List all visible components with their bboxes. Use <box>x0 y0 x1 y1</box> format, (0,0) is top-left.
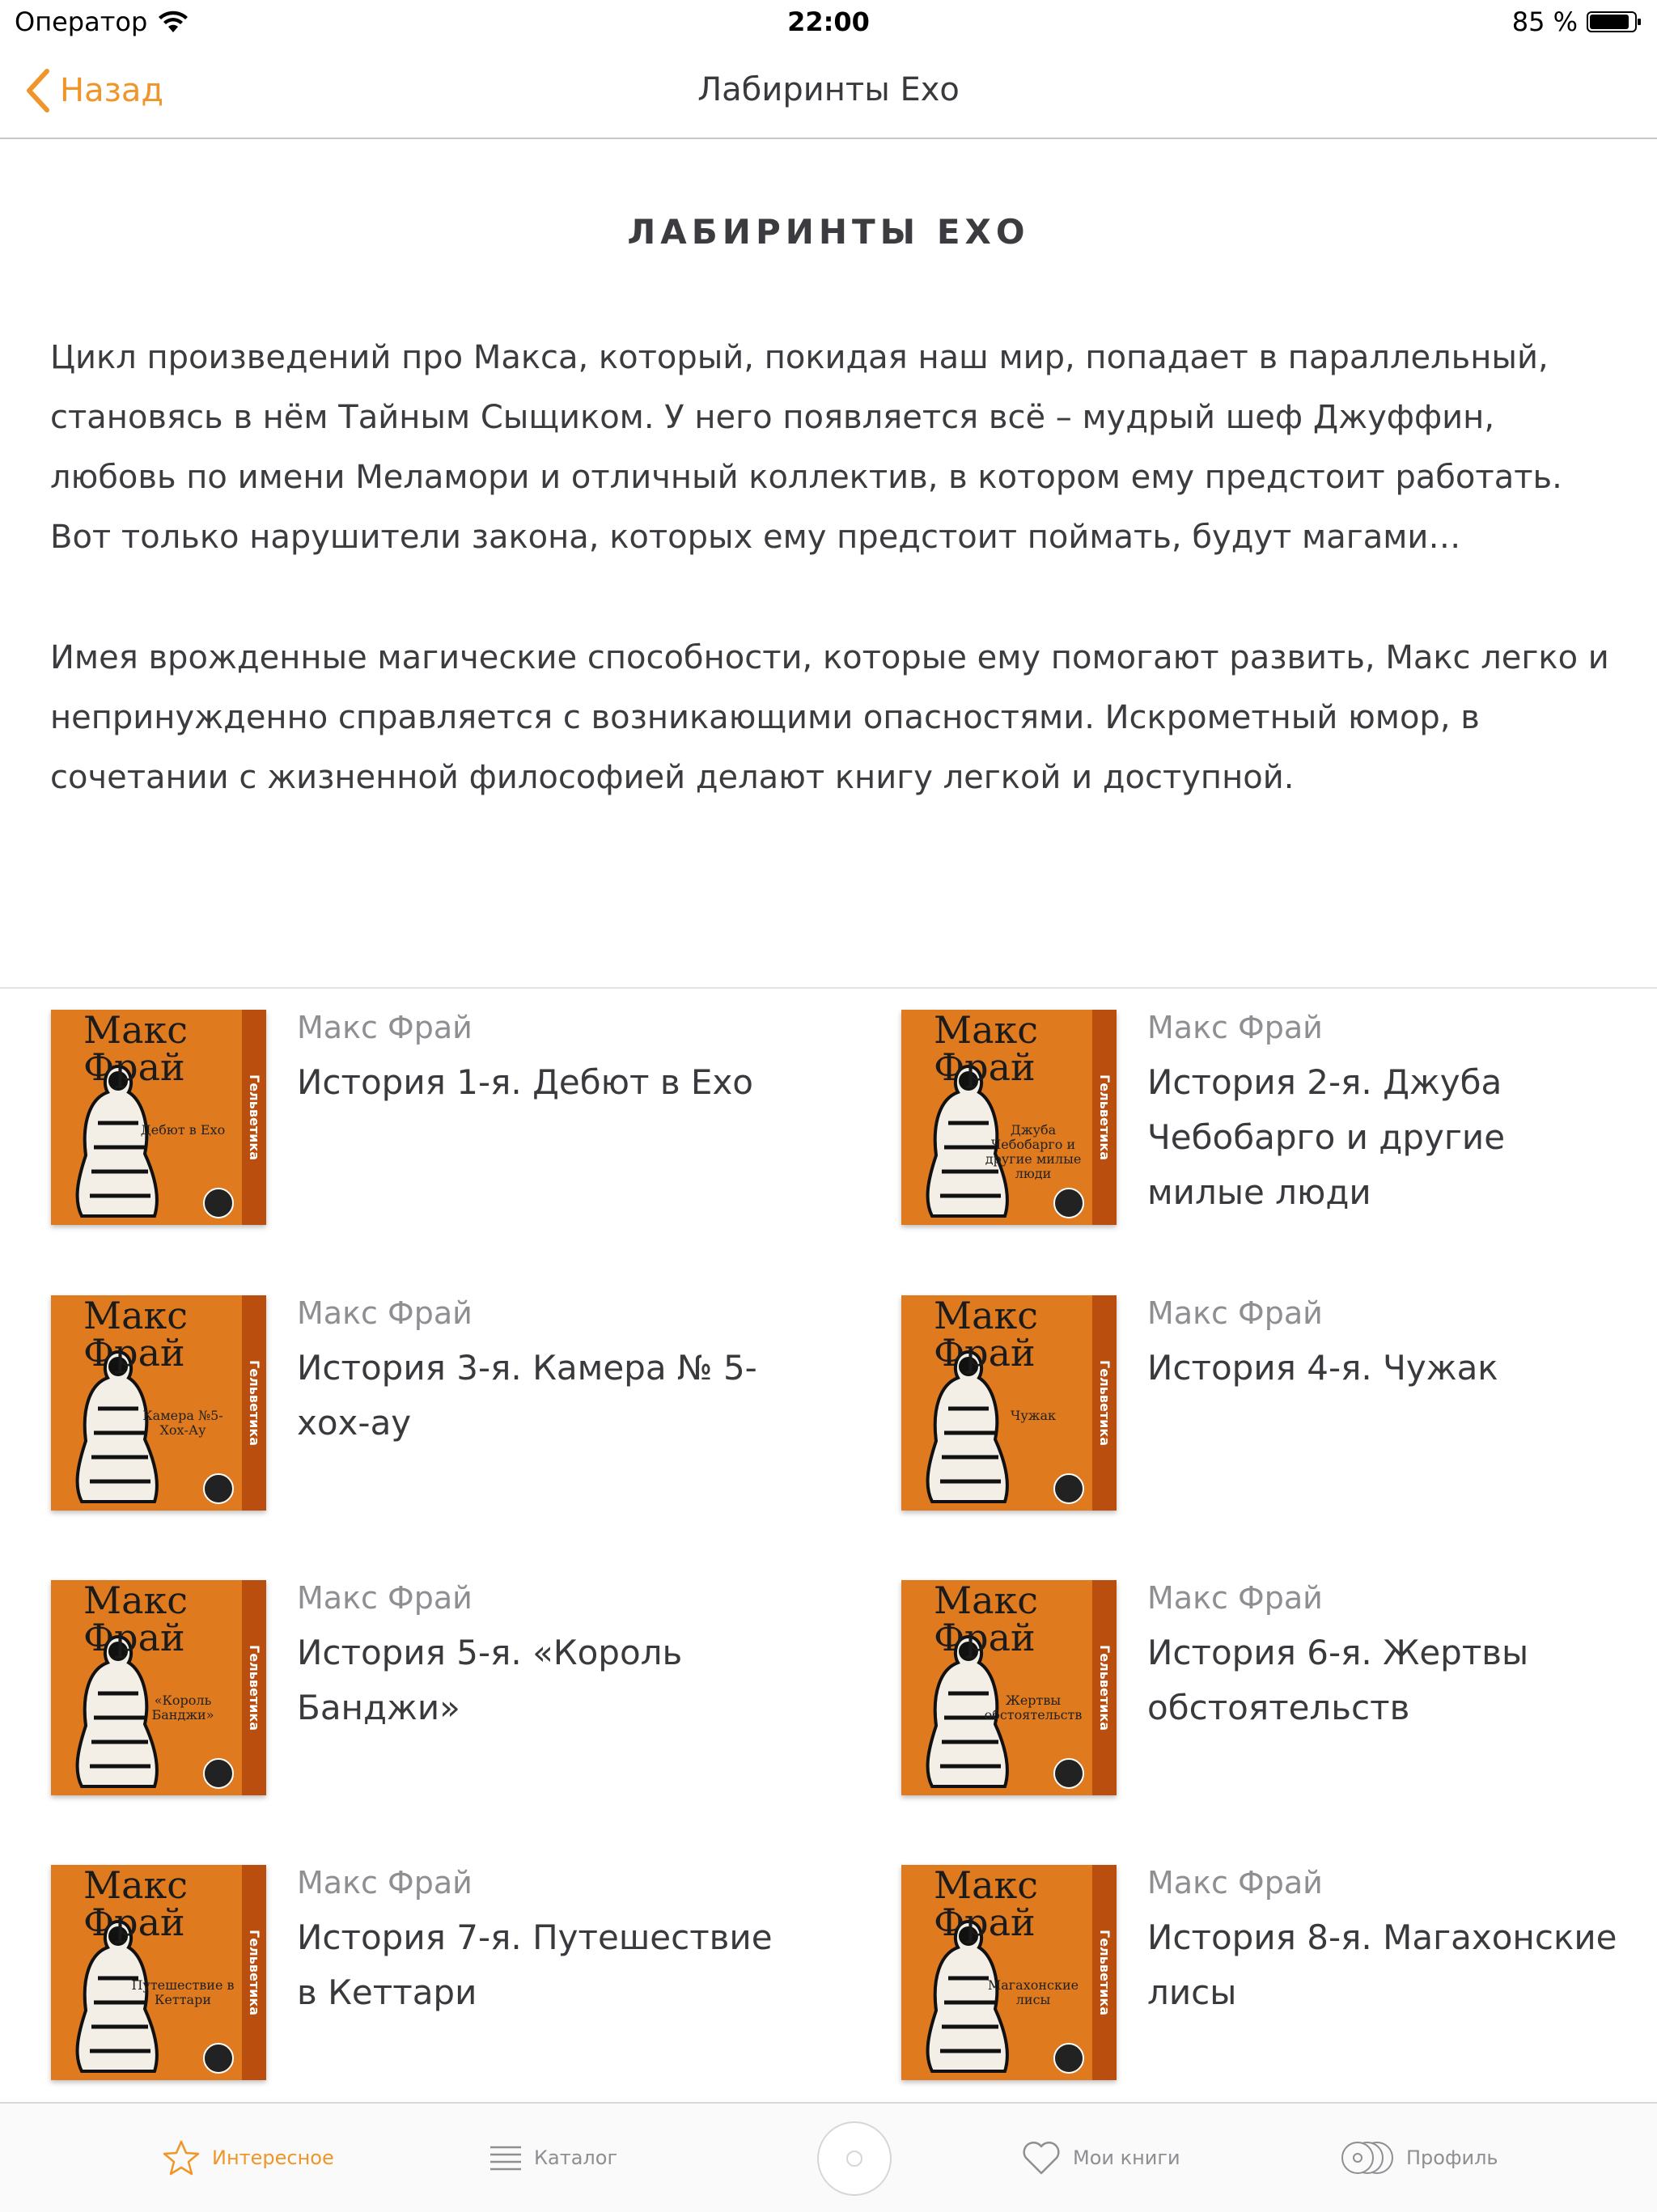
book-title[interactable]: История 8-я. Магахонские лисы <box>1147 1917 1617 2012</box>
heart-icon <box>1021 2140 1062 2176</box>
navigation-bar <box>0 45 1657 139</box>
profile-discs-icon <box>1338 2139 1395 2176</box>
cover-title: Магахонские лисы <box>987 1977 1079 2007</box>
book-author: Макс Фрай <box>1147 1295 1323 1331</box>
publisher-logo <box>1053 1758 1084 1789</box>
book-title[interactable]: История 1-я. Дебют в Ехо <box>297 1062 754 1102</box>
back-label: Назад <box>60 72 164 109</box>
cover-brand: Гельветика <box>242 1295 266 1511</box>
book-title[interactable]: История 2-я. Джуба Чебобарго и другие милые люди <box>1147 1062 1506 1212</box>
cover-title: Джуба Чебобарго и другие милые люди <box>985 1122 1082 1181</box>
publisher-logo <box>1053 1473 1084 1504</box>
tab-interesting[interactable] <box>162 2104 334 2212</box>
nav-title: Лабиринты Ехо <box>697 71 960 108</box>
book-author: Макс Фрай <box>297 1580 473 1616</box>
cover-brand: Гельветика <box>1092 1580 1117 1795</box>
tab-label: Каталог <box>534 2146 618 2169</box>
book-cover[interactable] <box>901 1010 1117 1225</box>
tab-bar <box>0 2102 1657 2212</box>
divider <box>0 987 1657 989</box>
publisher-logo <box>203 2043 234 2074</box>
cover-author: Макс Фрай <box>934 1010 1039 1089</box>
publisher-logo <box>1053 1188 1084 1218</box>
status-right <box>1512 6 1642 37</box>
book-cover[interactable] <box>901 1580 1117 1795</box>
book-author: Макс Фрай <box>1147 1865 1323 1901</box>
book-card[interactable] <box>51 1295 795 1530</box>
book-card[interactable] <box>901 1295 1646 1530</box>
tab-label: Интересное <box>212 2146 334 2169</box>
book-card[interactable] <box>51 1010 795 1244</box>
tab-profile[interactable] <box>1338 2104 1498 2212</box>
book-cover[interactable] <box>51 1865 266 2080</box>
publisher-logo <box>203 1758 234 1789</box>
series-title: ЛАБИРИНТЫ ЕХО <box>627 212 1030 252</box>
player-disc-button[interactable] <box>817 2121 892 2196</box>
book-card[interactable] <box>901 1580 1646 1815</box>
cover-title: Чужак <box>1010 1408 1057 1423</box>
status-time: 22:00 <box>787 6 870 37</box>
cover-brand: Гельветика <box>242 1865 266 2080</box>
cover-author: Макс Фрай <box>934 1295 1039 1375</box>
cover-author: Макс Фрай <box>83 1865 189 1944</box>
book-cover[interactable] <box>51 1295 266 1511</box>
cover-brand: Гельветика <box>242 1580 266 1795</box>
tab-my-books[interactable] <box>1021 2104 1180 2212</box>
tab-label: Профиль <box>1406 2146 1498 2169</box>
battery-icon <box>1586 9 1642 35</box>
cover-brand: Гельветика <box>1092 1010 1117 1225</box>
cover-brand: Гельветика <box>242 1010 266 1225</box>
tab-label: Мои книги <box>1073 2146 1180 2169</box>
cover-title: Дебют в Ехо <box>140 1122 226 1138</box>
battery-label: 85 % <box>1511 6 1578 37</box>
book-author: Макс Фрай <box>297 1295 473 1331</box>
star-icon <box>162 2139 201 2176</box>
publisher-logo <box>203 1188 234 1218</box>
book-title[interactable]: История 7-я. Путешествие в Кеттари <box>297 1917 773 2012</box>
book-card[interactable] <box>51 1580 795 1815</box>
book-title[interactable]: История 5-я. «Король Банджи» <box>297 1633 683 1727</box>
book-cover[interactable] <box>901 1865 1117 2080</box>
series-description-2: Имея врожденные магические способности, которые ему помогают развить, Макс легко и непринужденно справляется с возникающими опасностями. Искрометный юмор, в сочетании с жизненной философией делают книгу легкой и доступной. <box>50 639 1609 796</box>
cover-author: Макс Фрай <box>83 1580 189 1659</box>
book-author: Макс Фрай <box>297 1865 473 1901</box>
series-description-1: Цикл произведений про Макса, который, покидая наш мир, попадает в параллельный, становясь в нём Тайным Сыщиком. У него появляется всё – мудрый шеф Джуффин, любовь по имени Меламори и отличный коллектив, в котором ему предстоит работать. Вот только нарушители закона, которых ему предстоит поймать, будут магами… <box>50 339 1562 556</box>
cover-author: Макс Фрай <box>83 1010 189 1089</box>
cover-title: Камера №5-Хох-Ау <box>142 1408 223 1438</box>
book-title[interactable]: История 3-я. Камера № 5-хох-ау <box>297 1348 757 1443</box>
book-cover[interactable] <box>901 1295 1117 1511</box>
list-icon <box>489 2144 523 2172</box>
cover-author: Макс Фрай <box>934 1580 1039 1659</box>
book-cover[interactable] <box>51 1010 266 1225</box>
publisher-logo <box>203 1473 234 1504</box>
book-title[interactable]: История 6-я. Жертвы обстоятельств <box>1147 1633 1529 1727</box>
book-card[interactable] <box>51 1865 795 2100</box>
cover-brand: Гельветика <box>1092 1295 1117 1511</box>
book-card[interactable] <box>901 1010 1646 1244</box>
book-cover[interactable] <box>51 1580 266 1795</box>
book-author: Макс Фрай <box>1147 1010 1323 1045</box>
cover-title: «Король Банджи» <box>151 1693 214 1723</box>
cover-author: Макс Фрай <box>83 1295 189 1375</box>
book-author: Макс Фрай <box>1147 1580 1323 1616</box>
disc-icon <box>846 2151 862 2167</box>
status-bar <box>0 0 1657 45</box>
book-card[interactable] <box>901 1865 1646 2100</box>
carrier-label: Оператор <box>15 6 148 37</box>
cover-title: Путешествие в Кеттари <box>131 1977 235 2007</box>
book-title[interactable]: История 4-я. Чужак <box>1147 1348 1498 1388</box>
tab-catalog[interactable] <box>489 2104 617 2212</box>
book-author: Макс Фрай <box>297 1010 473 1045</box>
cover-brand: Гельветика <box>1092 1865 1117 2080</box>
cover-title: Жертвы обстоятельств <box>984 1693 1083 1723</box>
cover-author: Макс Фрай <box>934 1865 1039 1944</box>
publisher-logo <box>1053 2043 1084 2074</box>
